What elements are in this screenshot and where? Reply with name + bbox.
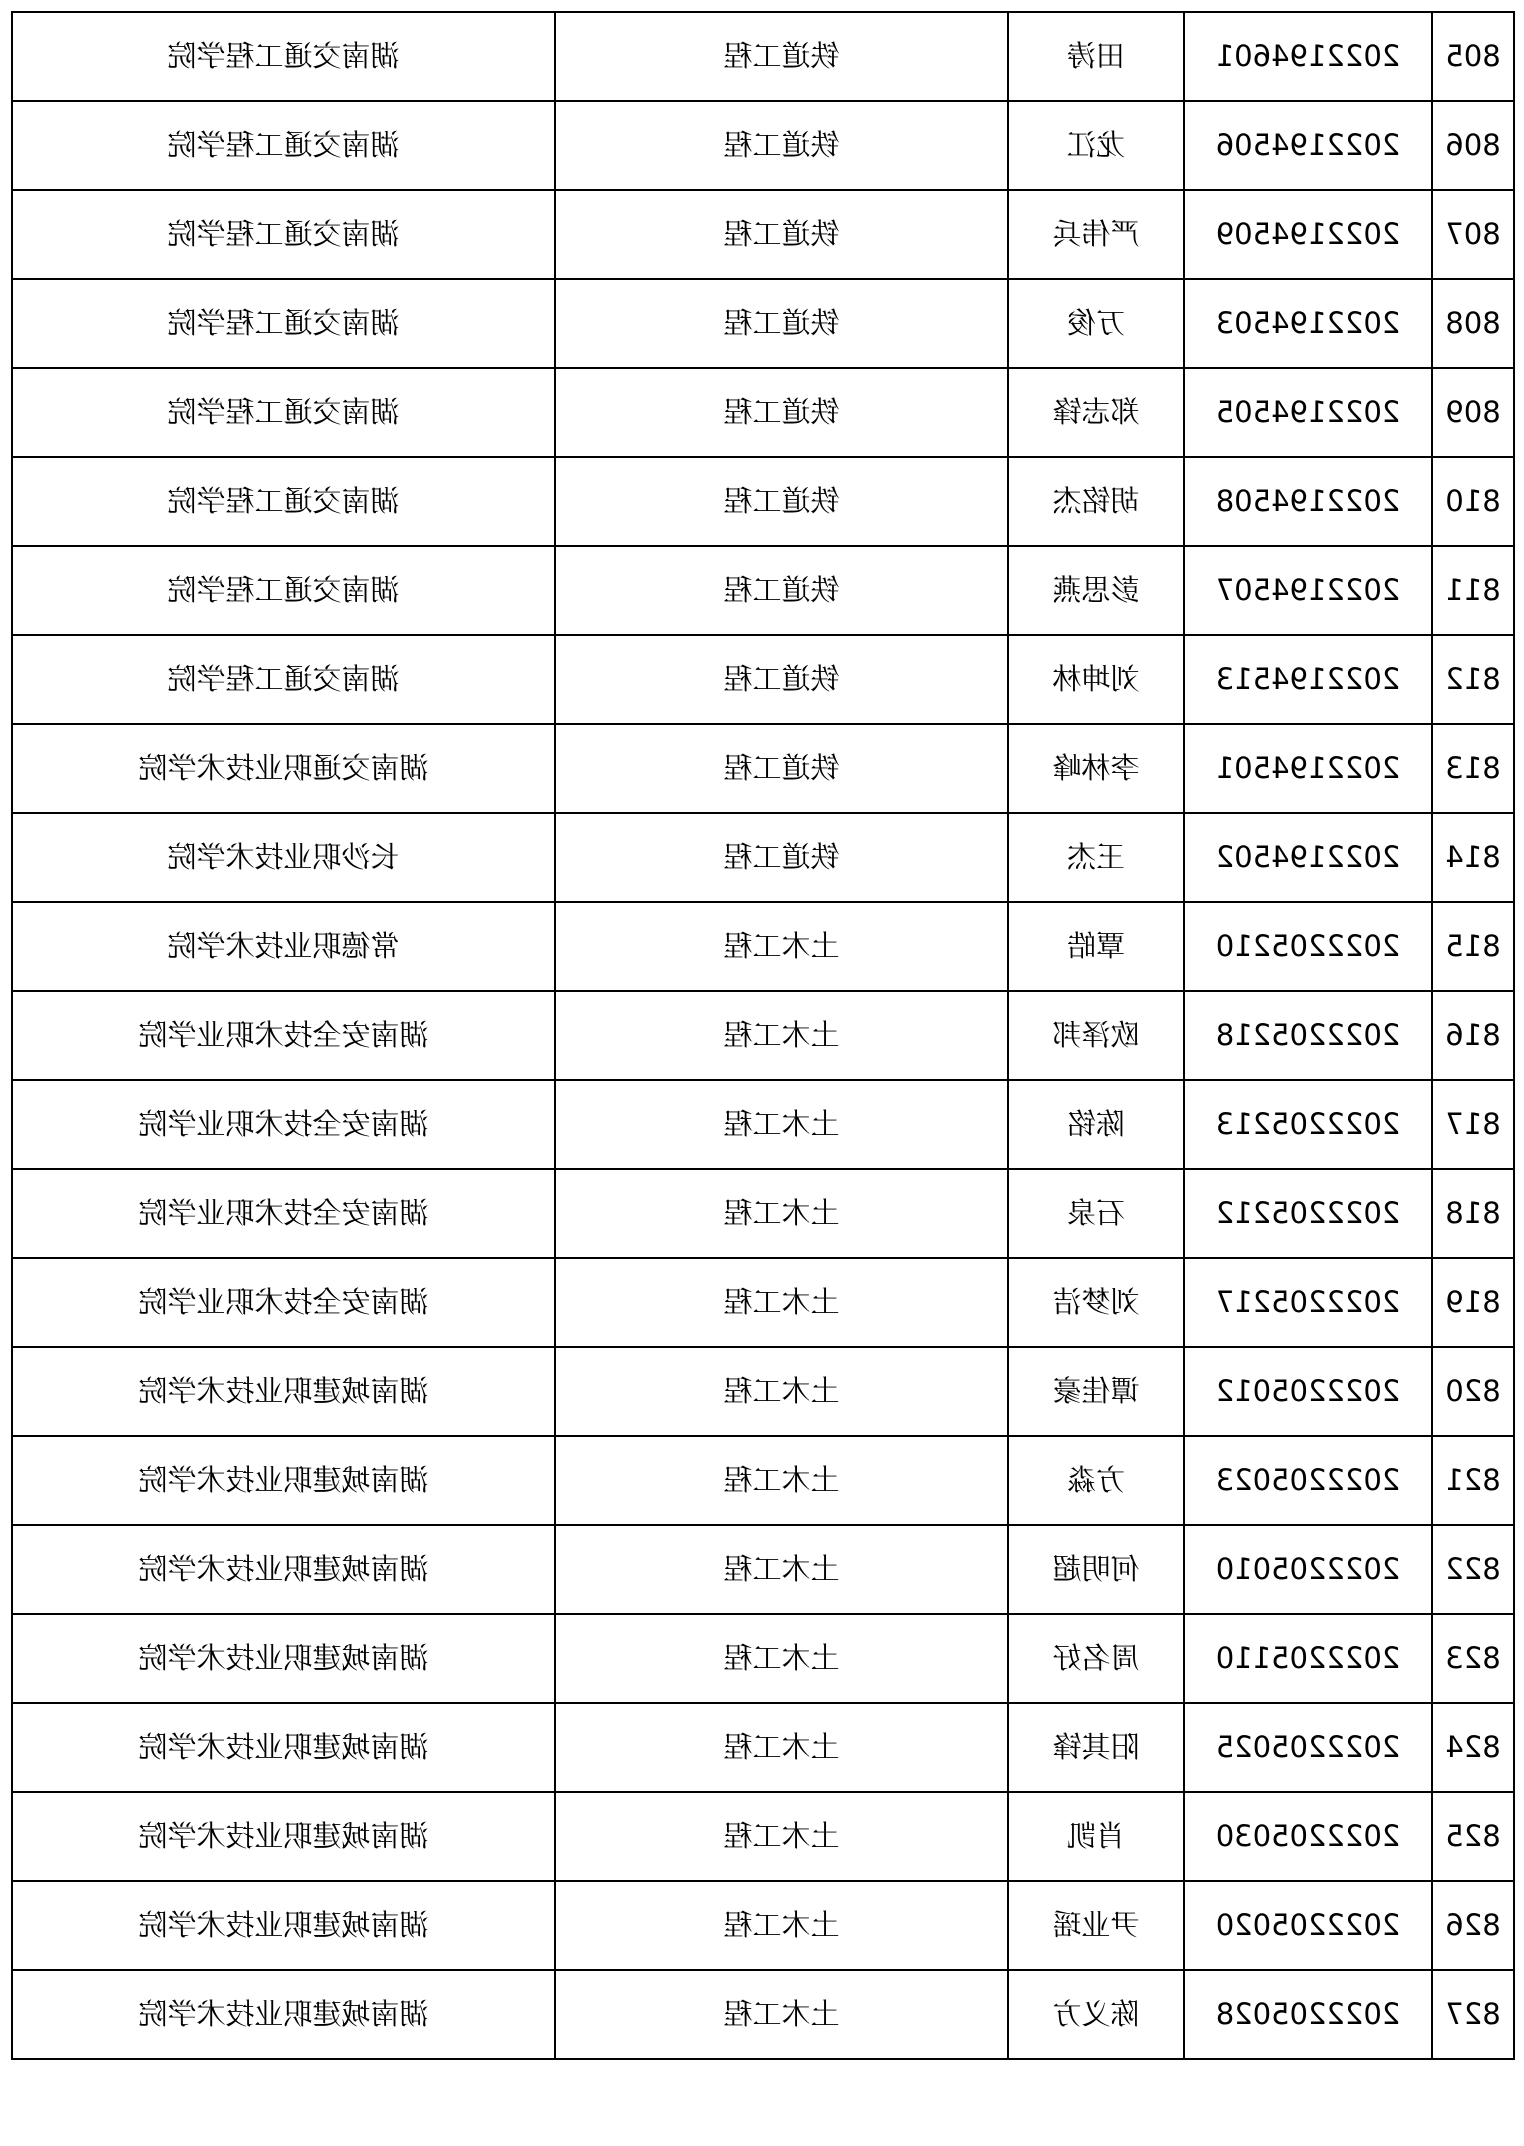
name-cell: 李林峰 (1008, 724, 1184, 813)
seq-cell: 809 (1432, 368, 1514, 457)
student-id-cell: 2022194507 (1184, 546, 1432, 635)
student-id-cell: 2022194506 (1184, 101, 1432, 190)
table-row (12, 1881, 1514, 1970)
roster-body (12, 12, 1514, 2059)
school-cell: 湖南城建职业技术学院 (12, 1703, 555, 1792)
student-id-cell: 2022205020 (1184, 1881, 1432, 1970)
seq-cell: 821 (1432, 1436, 1514, 1525)
major-cell: 铁道工程 (555, 546, 1008, 635)
table-row (12, 1703, 1514, 1792)
table-row (12, 1614, 1514, 1703)
student-id-cell: 2022205023 (1184, 1436, 1432, 1525)
student-id-cell: 2022205028 (1184, 1970, 1432, 2059)
school-cell: 湖南安全技术职业学院 (12, 1080, 555, 1169)
school-cell: 湖南交通工程学院 (12, 279, 555, 368)
school-cell: 湖南交通工程学院 (12, 546, 555, 635)
student-id-cell: 2022194513 (1184, 635, 1432, 724)
table-row (12, 1792, 1514, 1881)
student-id-cell: 2022205030 (1184, 1792, 1432, 1881)
table-row (12, 635, 1514, 724)
table-row (12, 1525, 1514, 1614)
name-cell: 刘坤林 (1008, 635, 1184, 724)
name-cell: 阳其锋 (1008, 1703, 1184, 1792)
seq-cell: 808 (1432, 279, 1514, 368)
name-cell: 田涛 (1008, 12, 1184, 101)
seq-cell: 807 (1432, 190, 1514, 279)
school-cell: 湖南城建职业技术学院 (12, 1347, 555, 1436)
student-id-cell: 2022205025 (1184, 1703, 1432, 1792)
name-cell: 肖凯 (1008, 1792, 1184, 1881)
major-cell: 铁道工程 (555, 724, 1008, 813)
school-cell: 湖南安全技术职业学院 (12, 1258, 555, 1347)
seq-cell: 822 (1432, 1525, 1514, 1614)
school-cell: 湖南城建职业技术学院 (12, 1436, 555, 1525)
table-row (12, 1347, 1514, 1436)
student-id-cell: 2022194509 (1184, 190, 1432, 279)
name-cell: 欧泽邦 (1008, 991, 1184, 1080)
school-cell: 湖南城建职业技术学院 (12, 1881, 555, 1970)
table-row (12, 1080, 1514, 1169)
major-cell: 铁道工程 (555, 279, 1008, 368)
student-id-cell: 2022194601 (1184, 12, 1432, 101)
student-id-cell: 2022205218 (1184, 991, 1432, 1080)
major-cell: 土木工程 (555, 1080, 1008, 1169)
school-cell: 常德职业技术学院 (12, 902, 555, 991)
major-cell: 土木工程 (555, 1436, 1008, 1525)
seq-cell: 825 (1432, 1792, 1514, 1881)
school-cell: 湖南交通工程学院 (12, 190, 555, 279)
table-row (12, 190, 1514, 279)
table-row (12, 902, 1514, 991)
table-row (12, 1970, 1514, 2059)
seq-cell: 812 (1432, 635, 1514, 724)
major-cell: 土木工程 (555, 1703, 1008, 1792)
student-id-cell: 2022194503 (1184, 279, 1432, 368)
seq-cell: 814 (1432, 813, 1514, 902)
school-cell: 湖南交通职业技术学院 (12, 724, 555, 813)
major-cell: 铁道工程 (555, 368, 1008, 457)
name-cell: 胡铭杰 (1008, 457, 1184, 546)
school-cell: 湖南城建职业技术学院 (12, 1792, 555, 1881)
seq-cell: 826 (1432, 1881, 1514, 1970)
seq-cell: 817 (1432, 1080, 1514, 1169)
major-cell: 铁道工程 (555, 12, 1008, 101)
major-cell: 土木工程 (555, 1525, 1008, 1614)
student-id-cell: 2022205213 (1184, 1080, 1432, 1169)
school-cell: 湖南安全技术职业学院 (12, 991, 555, 1080)
major-cell: 土木工程 (555, 1792, 1008, 1881)
name-cell: 刘梦洁 (1008, 1258, 1184, 1347)
major-cell: 土木工程 (555, 902, 1008, 991)
table-row (12, 991, 1514, 1080)
table-row (12, 1169, 1514, 1258)
name-cell: 陈义方 (1008, 1970, 1184, 2059)
student-id-cell: 2022205212 (1184, 1169, 1432, 1258)
table-row (12, 12, 1514, 101)
major-cell: 铁道工程 (555, 101, 1008, 190)
student-id-cell: 2022205010 (1184, 1525, 1432, 1614)
table-row (12, 1436, 1514, 1525)
school-cell: 湖南交通工程学院 (12, 12, 555, 101)
student-id-cell: 2022205012 (1184, 1347, 1432, 1436)
table-row (12, 368, 1514, 457)
student-id-cell: 2022205210 (1184, 902, 1432, 991)
name-cell: 周名好 (1008, 1614, 1184, 1703)
table-row (12, 279, 1514, 368)
name-cell: 严伟兵 (1008, 190, 1184, 279)
school-cell: 湖南城建职业技术学院 (12, 1525, 555, 1614)
name-cell: 石泉 (1008, 1169, 1184, 1258)
table-row (12, 457, 1514, 546)
name-cell: 王杰 (1008, 813, 1184, 902)
seq-cell: 819 (1432, 1258, 1514, 1347)
seq-cell: 813 (1432, 724, 1514, 813)
seq-cell: 818 (1432, 1169, 1514, 1258)
school-cell: 湖南交通工程学院 (12, 101, 555, 190)
seq-cell: 827 (1432, 1970, 1514, 2059)
student-id-cell: 2022194508 (1184, 457, 1432, 546)
seq-cell: 811 (1432, 546, 1514, 635)
major-cell: 铁道工程 (555, 813, 1008, 902)
name-cell: 何明超 (1008, 1525, 1184, 1614)
school-cell: 湖南交通工程学院 (12, 457, 555, 546)
seq-cell: 815 (1432, 902, 1514, 991)
major-cell: 铁道工程 (555, 457, 1008, 546)
table-row (12, 101, 1514, 190)
major-cell: 土木工程 (555, 1169, 1008, 1258)
school-cell: 湖南城建职业技术学院 (12, 1614, 555, 1703)
school-cell: 湖南城建职业技术学院 (12, 1970, 555, 2059)
student-id-cell: 2022194501 (1184, 724, 1432, 813)
table-row (12, 546, 1514, 635)
name-cell: 龙江 (1008, 101, 1184, 190)
name-cell: 方淼 (1008, 1436, 1184, 1525)
table-row (12, 1258, 1514, 1347)
seq-cell: 820 (1432, 1347, 1514, 1436)
name-cell: 郑志锋 (1008, 368, 1184, 457)
major-cell: 铁道工程 (555, 190, 1008, 279)
seq-cell: 806 (1432, 101, 1514, 190)
school-cell: 湖南交通工程学院 (12, 368, 555, 457)
school-cell: 湖南交通工程学院 (12, 635, 555, 724)
school-cell: 长沙职业技术学院 (12, 813, 555, 902)
major-cell: 土木工程 (555, 991, 1008, 1080)
name-cell: 万俊 (1008, 279, 1184, 368)
name-cell: 彭思燕 (1008, 546, 1184, 635)
table-row (12, 813, 1514, 902)
seq-cell: 805 (1432, 12, 1514, 101)
major-cell: 土木工程 (555, 1258, 1008, 1347)
school-cell: 湖南安全技术职业学院 (12, 1169, 555, 1258)
student-id-cell: 2022205217 (1184, 1258, 1432, 1347)
name-cell: 陈铭 (1008, 1080, 1184, 1169)
major-cell: 土木工程 (555, 1347, 1008, 1436)
name-cell: 覃皓 (1008, 902, 1184, 991)
major-cell: 土木工程 (555, 1881, 1008, 1970)
student-id-cell: 2022205110 (1184, 1614, 1432, 1703)
roster-table (11, 11, 1515, 2060)
major-cell: 土木工程 (555, 1614, 1008, 1703)
student-id-cell: 2022194505 (1184, 368, 1432, 457)
seq-cell: 816 (1432, 991, 1514, 1080)
table-row (12, 724, 1514, 813)
name-cell: 尹业瑶 (1008, 1881, 1184, 1970)
seq-cell: 824 (1432, 1703, 1514, 1792)
name-cell: 谭佳豪 (1008, 1347, 1184, 1436)
major-cell: 土木工程 (555, 1970, 1008, 2059)
seq-cell: 823 (1432, 1614, 1514, 1703)
student-id-cell: 2022194502 (1184, 813, 1432, 902)
major-cell: 铁道工程 (555, 635, 1008, 724)
seq-cell: 810 (1432, 457, 1514, 546)
